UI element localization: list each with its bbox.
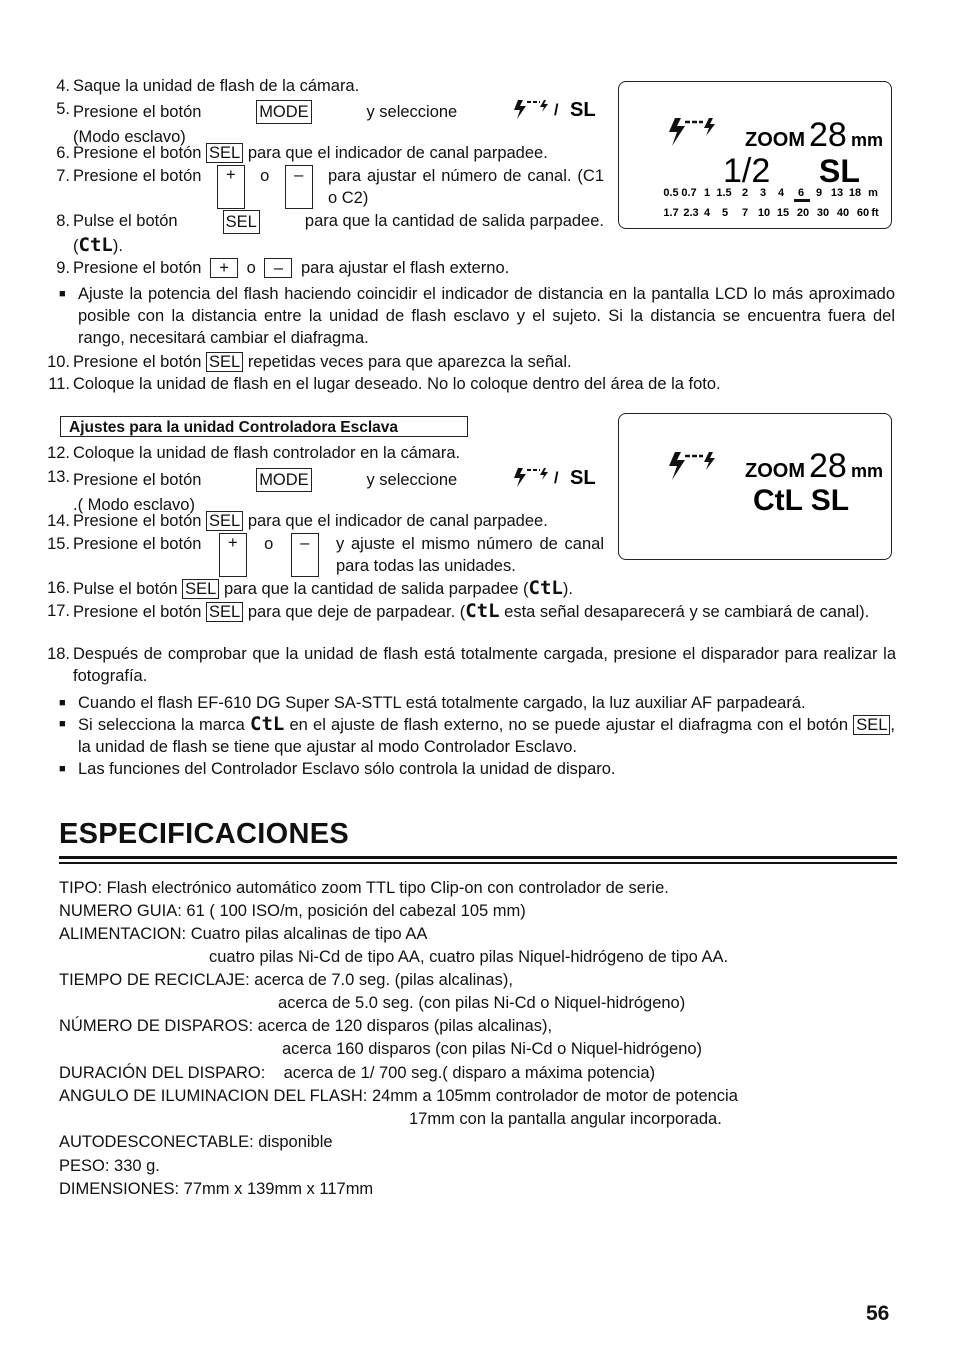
- svg-text:CtL SL: CtL SL: [753, 484, 850, 517]
- mrow-label: m: [868, 187, 878, 199]
- spec-angle: ANGULO DE ILUMINACION DEL FLASH: 24mm a 105mm controlador de motor de potencia: [59, 1087, 738, 1105]
- distance-indicator: [794, 199, 810, 202]
- spec-weight: PESO: 330 g.: [59, 1157, 160, 1175]
- ftrow-label: 7: [741, 207, 749, 219]
- spec-shots: NÚMERO DE DISPAROS: acerca de 120 disparos (pilas alcalinas),: [59, 1017, 553, 1035]
- ftrow-label: 1.7: [663, 207, 679, 219]
- spec-guide-number: NUMERO GUIA: 61 ( 100 ISO/m, posición del cabezal 105 mm): [59, 902, 526, 920]
- ctl-symbol: CtL: [78, 234, 113, 256]
- mrow-label: 1.5: [716, 187, 732, 199]
- step-13: 13. Presione el botón MODE y seleccione / SL .( Modo esclavo): [44, 466, 604, 510]
- svg-text:SL: SL: [570, 99, 596, 120]
- flash-slave-symbol: [512, 466, 604, 494]
- svg-text:mm: mm: [851, 461, 884, 481]
- svg-text:28: 28: [809, 116, 847, 154]
- ftrow-label: 2.3: [683, 207, 699, 219]
- ftrow-label: 30: [816, 207, 830, 219]
- svg-text:1/2: 1/2: [723, 152, 771, 190]
- svg-text:ZOOM: ZOOM: [745, 460, 805, 482]
- mode-button-label: MODE: [256, 100, 312, 124]
- flash-icon: [669, 452, 685, 480]
- mrow-label: 13: [830, 187, 844, 199]
- flash-slave-symbol: [512, 98, 604, 126]
- ftrow-label: 10: [757, 207, 771, 219]
- svg-text:28: 28: [809, 447, 847, 485]
- note-bullet-3: ■ Si selecciona la marca CtL en el ajuste de flash externo, no se puede ajustar el diafragma con el botón SEL , la unidad de flash se tiene que ajustar al modo Controlador Esclavo.: [59, 713, 895, 756]
- mrow-label: 0.7: [681, 187, 697, 199]
- step-17: 17. Presione el botón SEL para que deje de parpadear. (CtL esta señal desaparecerá y se cambiará de canal).: [47, 600, 870, 622]
- spec-power-cont: cuatro pilas Ni-Cd de tipo AA, cuatro pilas Niquel-hidrógeno de tipo AA.: [209, 948, 729, 966]
- mrow-label: 0.5: [663, 187, 679, 199]
- plus-button-label: +: [217, 165, 245, 209]
- svg-text:mm: mm: [851, 130, 884, 150]
- sel-button-label: SEL: [206, 143, 243, 163]
- mrow-label: 1: [703, 187, 711, 199]
- ftrow-label: 5: [721, 207, 729, 219]
- lcd-display-slave: [618, 81, 892, 229]
- ftrow-label: 20: [796, 207, 810, 219]
- mrow-label: 6: [797, 187, 805, 199]
- spec-shots-cont: acerca 160 disparos (con pilas Ni-Cd o Niquel-hidrógeno): [282, 1040, 703, 1058]
- ftrow-label: 15: [776, 207, 790, 219]
- ftrow-label: 40: [836, 207, 850, 219]
- step-5: 5. Presione el botón MODE y seleccione / SL (Modo esclavo): [44, 98, 604, 142]
- svg-text:/: /: [554, 102, 559, 119]
- mrow-label: 18: [848, 187, 862, 199]
- step-15: 15. Presione el botón + o – y ajuste el mismo número de canal para todas las unidades.: [47, 534, 604, 575]
- svg-text:/: /: [554, 470, 559, 487]
- ftrow-label: ft: [871, 207, 879, 219]
- mrow-label: 4: [777, 187, 785, 199]
- svg-text:ZOOM: ZOOM: [745, 129, 805, 151]
- ftrow-label: 4: [703, 207, 711, 219]
- heading-rule: [59, 856, 897, 859]
- page-heading: ESPECIFICACIONES: [59, 818, 350, 850]
- svg-text:SL: SL: [570, 467, 596, 488]
- flash-icon: [669, 118, 685, 146]
- mrow-label: 9: [815, 187, 823, 199]
- page-number: 56: [866, 1302, 890, 1325]
- svg-text:SL: SL: [819, 153, 860, 189]
- spec-dimensions: DIMENSIONES: 77mm x 139mm x 117mm: [59, 1180, 374, 1198]
- mrow-label: 2: [741, 187, 749, 199]
- ftrow-label: 60: [856, 207, 870, 219]
- spec-recycle: TIEMPO DE RECICLAJE: acerca de 7.0 seg. (pilas alcalinas),: [59, 971, 513, 989]
- minus-button-label: –: [285, 165, 313, 209]
- step-7: 7. Presione el botón + o – para ajustar el número de canal. (C1 o C2): [56, 166, 604, 207]
- lcd-display-controller: [618, 413, 892, 560]
- step-8: 8. Pulse el botón SEL para que la cantidad de salida parpadee. (CtL).: [56, 212, 604, 256]
- flash-icon: [514, 100, 526, 119]
- step-18: 18. Después de comprobar que la unidad de flash está totalmente cargada, presione el disparador para realizar la fotografía.: [47, 645, 896, 685]
- spec-duration: DURACIÓN DEL DISPARO: acerca de 1/ 700 seg.( disparo a máxima potencia): [59, 1064, 656, 1082]
- distance-scale-ft: [663, 207, 879, 219]
- heading-rule-thin: [59, 862, 897, 864]
- spec-power: ALIMENTACION: Cuatro pilas alcalinas de tipo AA: [59, 925, 428, 943]
- mrow-label: 3: [759, 187, 767, 199]
- spec-angle-cont: 17mm con la pantalla angular incorporada.: [409, 1110, 722, 1128]
- spec-recycle-cont: acerca de 5.0 seg. (con pilas Ni-Cd o Niquel-hidrógeno): [278, 994, 686, 1012]
- spec-autooff: AUTODESCONECTABLE: disponible: [59, 1133, 333, 1151]
- spec-type: TIPO: Flash electrónico automático zoom TTL tipo Clip-on con controlador de serie.: [59, 879, 669, 897]
- note-bullet-1: ■ Ajuste la potencia del flash haciendo coincidir el indicador de distancia en la pantalla LCD lo más aproximado posible con la distancia entre la unidad de flash esclavo y el sujeto. Si la distancia se encuentra fuera del rango, necesitará cambiar el diafragma.: [59, 285, 895, 347]
- section-title: Ajustes para la unidad Controladora Esclava: [60, 416, 468, 437]
